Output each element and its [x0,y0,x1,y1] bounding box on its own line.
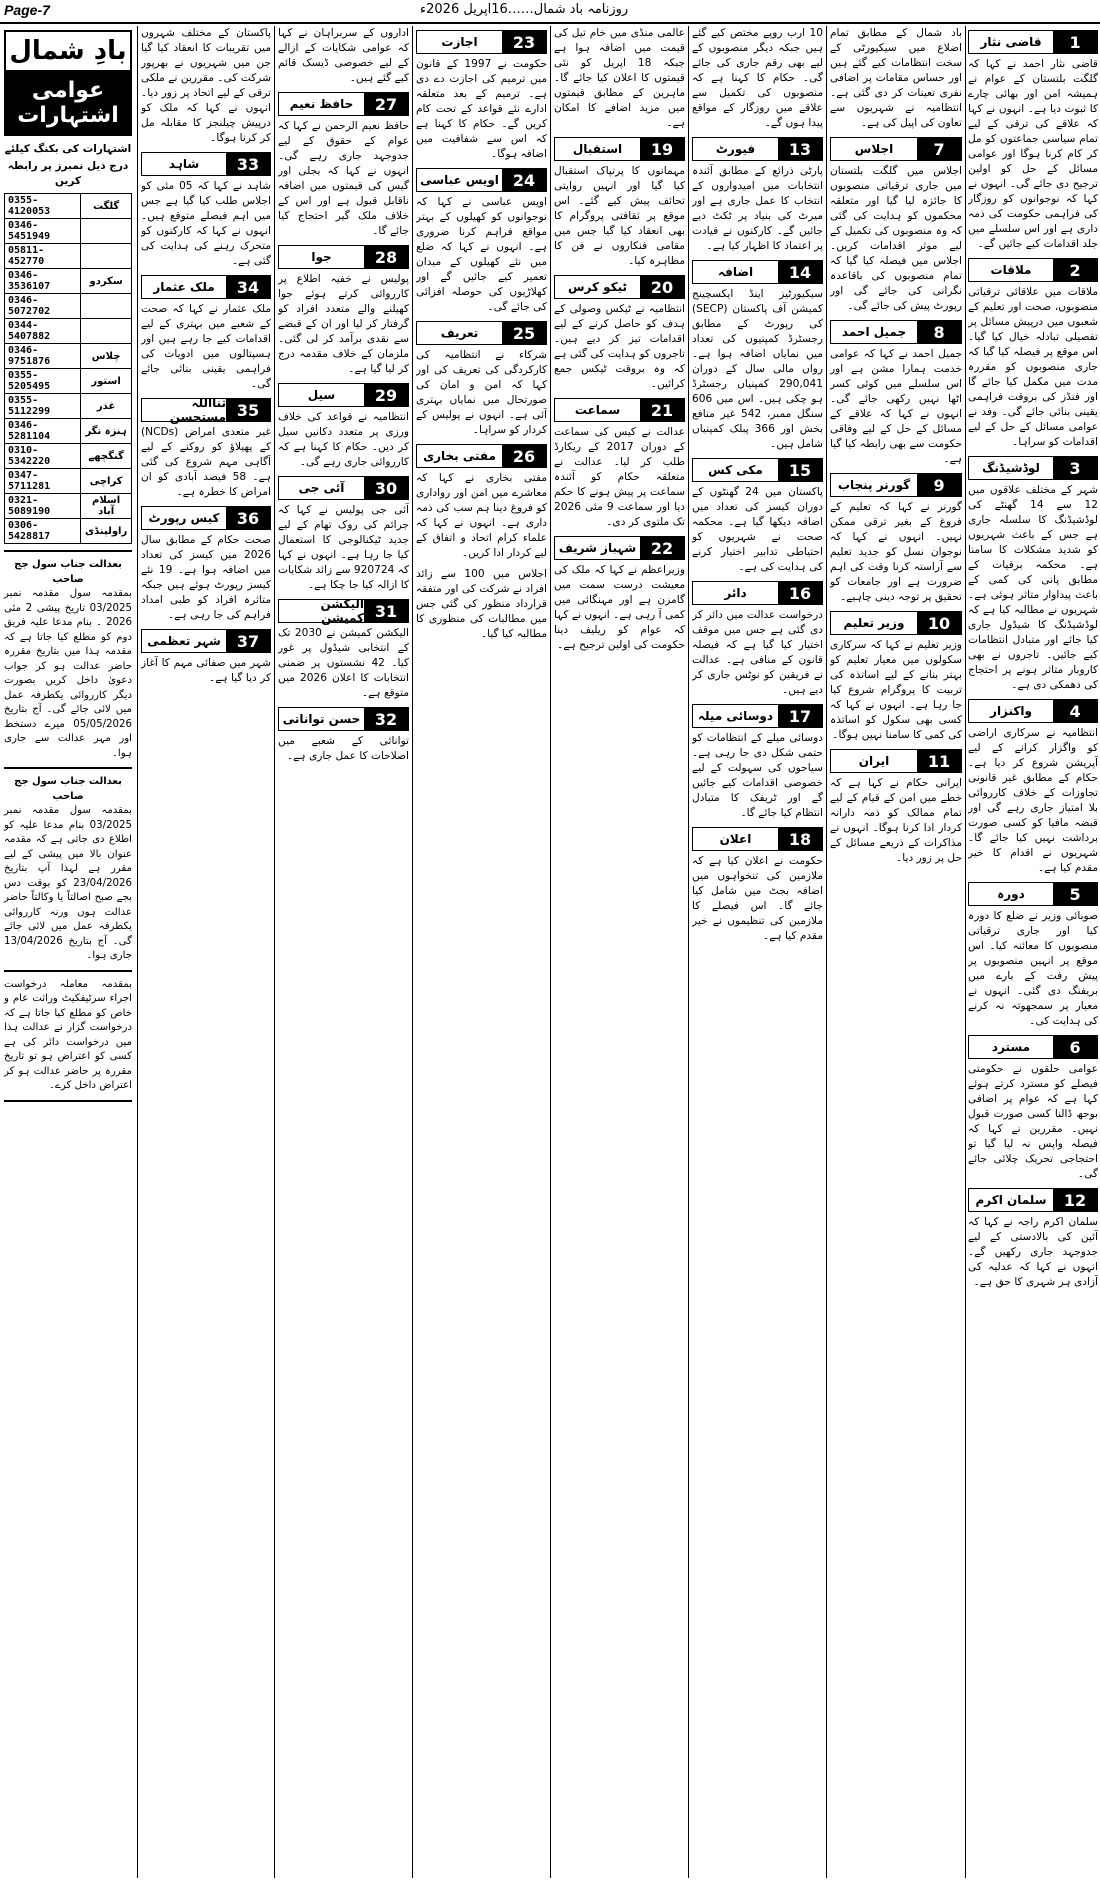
news-story [968,456,1098,693]
story-title: ٹیکو کرس [555,276,640,298]
story-body: شاہد نے کہا کہ 05 مئی کو اجلاس طلب کیا گیا ہے جس میں اہم فیصلے متوقع ہیں۔ انہوں نے کہا کہ کارکنوں کو متحرک رہنے کی ہدایت کی گئی ہے۔ [141,180,271,267]
continuation-tag [141,629,271,653]
story-number: 11 [917,750,961,772]
story-body: وزیر تعلیم نے کہا کہ سرکاری سکولوں میں معیار تعلیم کو بہتر بنانے کے لیے اساتذہ کی تربیت کا پروگرام شروع کیا جا رہا ہے۔ انہوں نے کہا کہ کسی بھی سکول کو اساتذہ کی کمی کا سامنا نہیں ہوگا۔ [830,639,962,741]
continuation-tag [554,137,685,161]
news-story [692,137,823,254]
phone-number: 0321-5089190 [5,494,81,519]
continuation-tag [692,704,823,728]
story-body: گورنر نے کہا کہ تعلیم کے فروغ کے بغیر ترقی ممکن نہیں۔ انہوں نے کہا کہ نوجوان نسل کو جدید تعلیم سے آراستہ کرنا وقت کی اہم ضرورت ہے اور جامعات کو تحقیق پر توجہ دینی چاہیے۔ [830,501,962,603]
phone-row [5,394,132,419]
story-number: 5 [1053,883,1097,905]
story-body: حکومت نے اعلان کیا ہے کہ ملازمین کی تنخواہوں میں اضافہ بجٹ میں شامل کیا جائے گا۔ اس فیصلے کا ملازمین کی تنظیموں نے خیر مقدم کیا ہے۔ [692,855,823,942]
news-story [968,30,1098,252]
phone-table [4,193,132,544]
story-number: 21 [640,399,684,421]
phone-row [5,494,132,519]
divider [4,767,132,769]
story-number: 6 [1053,1036,1097,1058]
story-body: انتظامیہ نے ٹیکس وصولی کے ہدف کو حاصل کرنے کے لیے اقدامات تیز کر دیے ہیں۔ تاجروں کو ہدایت کی گئی ہے کہ وہ بروقت ٹیکس جمع کرائیں۔ [554,303,685,390]
phone-row [5,519,132,544]
story-body: آئی جی پولیس نے کہا کہ جرائم کی روک تھام کے لیے جدید ٹیکنالوجی کا استعمال کیا جا رہا ہے۔ انہوں نے کہا کہ 920724 سے زائد شکایات کا ازالہ کیا جا چکا ہے۔ [278,504,409,591]
story-body: الیکشن کمیشن نے 2030 تک کے انتخابی شیڈول پر غور کیا۔ 42 نشستوں پر ضمنی انتخابات کا اعلان 2026 میں متوقع ہے۔ [278,627,409,699]
phone-city: غذر [81,394,132,419]
classifieds-brand [4,30,132,136]
news-story [278,707,409,764]
story-title: حسن تواناتی [279,708,364,730]
story-title: اضافہ [693,261,778,283]
story-body: شہر میں صفائی مہم کا آغاز کر دیا گیا ہے۔ [141,657,271,684]
story-number: 15 [778,459,822,481]
news-story [278,26,409,86]
story-body: دوسائی میلے کے انتظامات کو حتمی شکل دی جا رہی ہے۔ سیاحوں کی سہولت کے لیے خصوصی اقدامات کیے جائیں گے اور ٹریفک کا متبادل انتظام کیا جائے گا۔ [692,732,823,819]
continuation-tag [416,168,547,192]
booking-line-2: درج ذیل نمبرز پر رابطہ کریں [7,160,129,187]
phone-number: 05811-452770 [5,244,81,269]
news-story [278,383,409,470]
story-number: 36 [226,507,270,529]
phone-row [5,469,132,494]
continuation-tag [278,245,409,269]
story-body: توانائی کے شعبے میں اصلاحات کا عمل جاری ہے۔ [278,735,409,762]
continuation-tag [692,827,823,851]
phone-city [81,219,132,244]
story-title: قاضی نثار [969,31,1053,53]
story-body: پاکستان کے مختلف شہروں میں تقریبات کا انعقاد کیا گیا جن میں شہریوں نے بھرپور شرکت کی۔ مقررین نے ملکی ترقی کے لیے اتحاد پر زور دیا۔ انہوں نے کہا کہ ملک کو درپیش چیلنجز کا مقابلہ مل کر کرنا ہوگا۔ [141,27,271,144]
story-title: جوا [279,246,364,268]
phone-city: سکردو [81,269,132,294]
news-story [968,258,1098,450]
phone-number: 0355-5205495 [5,369,81,394]
column-2 [830,26,962,1878]
news-story [554,398,685,530]
story-title: دوسائی میلہ [693,705,778,727]
phone-row [5,319,132,344]
story-body: شہر کے مختلف علاقوں میں 12 سے 14 گھنٹے کی لوڈشیڈنگ کا سلسلہ جاری ہے جس کے باعث شہریوں کو شدید مشکلات کا سامنا ہے۔ محکمہ برقیات کے مطابق پانی کی کمی کے باعث پیداوار متاثر ہوئی ہے۔ شہریوں نے مطالبہ کیا ہے کہ لوڈشیڈنگ کا شیڈول جاری کیا جائے اور متبادل انتظامات کیے جائیں۔ تاجروں نے بھی کاروبار متاثر ہونے پر احتجاج کی دھمکی دی ہے۔ [968,484,1098,691]
legal-notice [4,558,132,761]
story-title: واکنزار [969,700,1053,722]
brand-title: بادِ شمال [6,32,130,72]
news-story [968,882,1098,1029]
story-body: عوامی حلقوں نے حکومتی فیصلے کو مسترد کرتے ہوئے کہا ہے کہ عوام پر اضافی بوجھ ڈالنا کسی صورت قبول نہیں۔ مقررین نے کہا کہ فیصلہ واپس نہ لیا گیا تو احتجاجی تحریک چلائی جائے گی۔ [968,1063,1098,1180]
continuation-tag [554,275,685,299]
phone-row [5,269,132,294]
page-number: Page-7 [4,2,50,18]
phone-row [5,219,132,244]
news-story [416,567,547,642]
phone-city: کراچی [81,469,132,494]
news-story [141,275,271,392]
story-title: مفتی بخاری [417,445,502,467]
dateline: روزنامہ باد شمال……16اپریل 2026ء [420,2,629,17]
story-number: 13 [778,138,822,160]
story-title: شاہد [142,153,226,175]
divider [4,1100,132,1102]
story-title: اویس عباسی [417,169,502,191]
story-title: ملاقات [969,259,1053,281]
phone-city [81,294,132,319]
phone-number: 0344-5407882 [5,319,81,344]
story-number: 31 [364,600,408,622]
phone-city: چلاس [81,344,132,369]
story-title: کیس رپورٹ [142,507,226,529]
continuation-tag [968,1188,1098,1212]
news-story [416,30,547,162]
column-7 [141,26,271,1878]
continuation-tag [830,611,962,635]
phone-number: 0306-5428817 [5,519,81,544]
story-body: حکومت نے 1997 کے قانون میں ترمیم کی اجازت دے دی ہے۔ ترمیم کے بعد متعلقہ ادارے نئے قواعد کے تحت کام کریں گے۔ حکام کا کہنا ہے کہ اس سے شفافیت میں اضافہ ہوگا۔ [416,58,547,160]
continuation-tag [692,260,823,284]
story-number: 29 [364,384,408,406]
story-number: 12 [1053,1189,1097,1211]
news-story [692,827,823,944]
story-body: اویس عباسی نے کہا کہ نوجوانوں کو کھیلوں کے بہتر مواقع فراہم کرنا ضروری ہے۔ انہوں نے کہا کہ ضلع میں نئے کھیلوں کے میدان تعمیر کیے جائیں گے اور کھلاڑیوں کی حوصلہ افزائی کی جائے گی۔ [416,196,547,313]
phone-city: گنگچھے [81,444,132,469]
story-body: جمیل احمد نے کہا کہ عوامی خدمت ہمارا مشن ہے اور اس سلسلے میں کوئی کسر اٹھا نہیں رکھی جائے گی۔ انہوں نے کہا کہ علاقے کے مسائل کے حل کے لیے وفاقی حکومت سے بھی رابطہ کیا گیا ہے۔ [830,348,962,465]
phone-city: اسلام آباد [81,494,132,519]
continuation-tag [968,456,1098,480]
continuation-tag [554,536,685,560]
news-story [278,92,409,239]
story-body: درخواست عدالت میں دائر کر دی گئی ہے جس میں موقف اختیار کیا گیا ہے کہ فیصلہ قانون کے منافی ہے۔ عدالت نے فریقین کو نوٹس جاری کر دیے ہیں۔ [692,609,823,696]
story-title: استقبال [555,138,640,160]
news-story [692,260,823,452]
notice-text: بمقدمہ سول مقدمہ نمبر 03/2025 بنام مدعا علیہ کو اطلاع دی جاتی ہے کہ مقدمہ عنوان بالا میں پیشی کے لیے مقرر ہے لہذا آپ بتاریخ 23/04/2026 کو بوقت دس بجے صبح اصالتاً یا وکالتاً حاضر عدالت ہوں ورنہ کارروائی یکطرفہ عمل میں لائی جائے گی۔ آج بتاریخ 13/04/2026 جاری ہوا۔ [4,805,132,961]
news-story [692,26,823,131]
news-story [141,506,271,623]
story-title: الیکشن کمیشن [279,600,364,622]
story-body: ملاقات میں علاقائی ترقیاتی منصوبوں، صحت اور تعلیم کے شعبوں میں درپیش مسائل پر تفصیلی تبادلہ خیال کیا گیا۔ اس موقع پر فیصلہ کیا گیا کہ جاری منصوبوں کو مقررہ مدت میں مکمل کیا جائے گا اور فنڈز کی بروقت فراہمی یقینی بنائی جائے گی۔ وفد نے عوامی مسائل کے حل کے لیے اقدامات کو سراہا۔ [968,286,1098,448]
phone-number: 0310-5342220 [5,444,81,469]
news-story [830,320,962,467]
story-title: دائر [693,582,778,604]
phone-row [5,444,132,469]
story-body: مہمانوں کا پرتپاک استقبال کیا گیا اور انہیں روایتی تحائف پیش کیے گئے۔ اس موقع پر ثقافتی پروگرام کا بھی انعقاد کیا گیا جس میں مقامی فنکاروں نے فن کا مظاہرہ کیا۔ [554,165,685,267]
story-title: ملک عثمار [142,276,226,298]
continuation-tag [692,137,823,161]
brand-subtitle: عوامی اشتہارات [6,72,130,134]
continuation-tag [416,30,547,54]
story-body: اجلاس میں 100 سے زائد افراد نے شرکت کی اور متفقہ قرارداد منظور کی گئی جس میں مطالبات کی منظوری کا مطالبہ کیا گیا۔ [416,568,547,640]
column-4 [554,26,685,1878]
continuation-tag [692,458,823,482]
phone-number: 0347-5711281 [5,469,81,494]
phone-row [5,419,132,444]
notice-heading: بعدالت جناب سول جج صاحب [14,776,122,802]
story-body: عدالت نے کیس کی سماعت کے دوران 2017 کے ریکارڈ طلب کر لیا۔ عدالت نے متعلقہ حکام کو آئندہ سماعت پر پیش ہونے کا حکم دیا اور سماعت 9 مئی 2026 تک ملتوی کر دی۔ [554,426,685,528]
continuation-tag [968,30,1098,54]
story-title: وزیر تعلیم [831,612,917,634]
continuation-tag [830,473,962,497]
story-number: 14 [778,261,822,283]
news-story [416,168,547,315]
phone-number: 0346-3536107 [5,269,81,294]
story-title: ایران [831,750,917,772]
news-story [830,611,962,743]
story-number: 28 [364,246,408,268]
story-title: اجازت [417,31,502,53]
story-body: سلمان اکرم راجہ نے کہا کہ آئین کی بالادستی کے لیے جدوجہد جاری رکھیں گے۔ انہوں نے کہا کہ عدلیہ کی آزادی ہر شہری کا حق ہے۔ [968,1216,1098,1288]
news-story [554,275,685,392]
story-title: مکی کس [693,459,778,481]
phone-row [5,244,132,269]
story-title: شہباز شریف [555,537,640,559]
notice-heading: بعدالت جناب سول جج صاحب [14,559,122,585]
story-number: 16 [778,582,822,604]
phone-number: 0346-9751876 [5,344,81,369]
story-body: انتظامیہ نے قواعد کی خلاف ورزی پر متعدد دکانیں سیل کر دیں۔ حکام کا کہنا ہے کہ کارروائی جاری رہے گی۔ [278,411,409,468]
story-body: انتظامیہ نے سرکاری اراضی کو واگزار کرانے کے لیے آپریشن شروع کر دیا ہے۔ حکام کے مطابق غیر قانونی تجاوزات کے خلاف کارروائی بلا امتیاز جاری رہے گی اور قبضہ مافیا کو کسی صورت برداشت نہیں کیا جائے گا۔ شہریوں نے اقدام کا خیر مقدم کیا ہے۔ [968,727,1098,874]
phone-row [5,369,132,394]
story-title: آئی جی [279,477,364,499]
newspaper-page [0,26,1100,1878]
story-title: لوڈشیڈنگ [969,457,1053,479]
phone-number: 0346-5072702 [5,294,81,319]
story-title: گورنر پنجاب [831,474,917,496]
continuation-tag [278,92,409,116]
story-number: 3 [1053,457,1097,479]
story-body: پارٹی ذرائع کے مطابق آئندہ انتخابات میں امیدواروں کے انتخاب کا عمل جاری ہے اور میرٹ کی بنیاد پر ٹکٹ دیے جائیں گے۔ کارکنوں نے قیادت پر اعتماد کا اظہار کیا ہے۔ [692,165,823,252]
story-body: عالمی منڈی میں خام تیل کی قیمت میں اضافہ ہوا ہے جبکہ 18 اپریل کو نئی قیمتوں کا اعلان کیا جائے گا۔ ماہرین کے مطابق قیمتوں میں مزید اضافے کا امکان ہے۔ [554,27,685,129]
story-body: وزیراعظم نے کہا کہ ملک کی معیشت درست سمت میں گامزن ہے اور مہنگائی میں کمی آ رہی ہے۔ انہوں نے کہا کہ عوام کو ریلیف دینا حکومت کی اولین ترجیح ہے۔ [554,564,685,651]
news-story [278,245,409,377]
story-number: 18 [778,828,822,850]
news-story [830,749,962,866]
legal-notice [4,978,132,1094]
story-body: صحت حکام کے مطابق سال 2026 میں کیسز کی تعداد میں اضافہ ہوا ہے۔ 19 نئے کیسز رپورٹ ہوئے ہیں جبکہ متاثرہ افراد کو طبی امداد فراہم کی جا رہی ہے۔ [141,534,271,621]
news-story [968,1035,1098,1182]
continuation-tag [416,444,547,468]
news-story [141,152,271,269]
news-story [968,699,1098,876]
story-title: حافظ نعیم [279,93,364,115]
news-story [416,444,547,561]
story-number: 9 [917,474,961,496]
phone-number: 0346-5451949 [5,219,81,244]
continuation-tag [968,1035,1098,1059]
story-number: 20 [640,276,684,298]
story-title: اجلاس [831,138,917,160]
continuation-tag [968,258,1098,282]
news-story [278,599,409,701]
phone-city [81,319,132,344]
continuation-tag [830,137,962,161]
phone-row [5,294,132,319]
phone-number: 0355-5112299 [5,394,81,419]
news-story [416,321,547,438]
story-number: 30 [364,477,408,499]
phone-number: 0355-4120053 [5,194,81,219]
news-story [830,26,962,131]
continuation-tag [416,321,547,345]
story-body: پاکستان میں 24 گھنٹوں کے دوران کیسز کی تعداد میں اضافہ دیکھا گیا ہے۔ محکمہ صحت نے شہریوں کو احتیاطی تدابیر اختیار کرنے کی ہدایت کی ہے۔ [692,486,823,573]
story-number: 37 [226,630,270,652]
news-story [141,26,271,146]
story-title: سماعت [555,399,640,421]
story-number: 8 [917,321,961,343]
news-story [278,476,409,593]
story-number: 27 [364,93,408,115]
notice-text: بمقدمہ سول مقدمہ نمبر 03/2025 تاریخ پیشی 2 مئی 2026 ۔ بنام مدعا علیہ فریق دوم کو مطلع کیا جاتا ہے کہ مقدمہ ہذا میں بتاریخ مقررہ حاضر عدالت ہو کر جواب دعویٰ داخل کریں بصورت دیگر کارروائی یکطرفہ عمل میں لائی جائے گی۔ آج بتاریخ 05/05/2026 میرے دستخط اور مہر عدالت سے جاری ہوا۔ [4,588,132,759]
story-number: 34 [226,276,270,298]
story-title: ثنااللہ مستحسن [142,399,226,421]
news-story [692,581,823,698]
continuation-tag [968,699,1098,723]
story-number: 35 [226,399,270,421]
legal-notice [4,775,132,964]
story-number: 4 [1053,700,1097,722]
story-number: 33 [226,153,270,175]
phone-row [5,344,132,369]
phone-city: ہنزہ نگر [81,419,132,444]
story-number: 7 [917,138,961,160]
continuation-tag [278,599,409,623]
story-number: 17 [778,705,822,727]
story-number: 19 [640,138,684,160]
notice-text: بمقدمہ معاملہ درخواست اجراء سرٹیفکیٹ وراثت عام و خاص کو مطلع کیا جاتا ہے کہ درخواست گزار نے عدالت ہذا میں درخواست دائر کی ہے کسی کو اعتراض ہو تو تاریخ مقررہ پر حاضر عدالت ہو کر اعتراض داخل کرے۔ [4,978,132,1091]
story-title: تعریف [417,322,502,344]
divider [4,550,132,552]
news-story [554,137,685,269]
classifieds-column [0,26,136,1878]
continuation-tag [278,476,409,500]
story-body: سیکیورٹیز اینڈ ایکسچینج کمیشن آف پاکستان (SECP) کی رپورٹ کے مطابق رجسٹرڈ کمپنیوں کی تعداد میں نمایاں اضافہ ہوا ہے۔ رواں مالی سال کے دوران 290,041 کمپنیاں رجسٹرڈ ہو چکی ہیں۔ اس میں 606 سنگل ممبر، 542 غیر منافع بخش اور 366 پبلک کمپنیاں شامل ہیں۔ [692,288,823,450]
continuation-tag [830,320,962,344]
news-story [968,1188,1098,1290]
page-header [0,0,1100,22]
story-number: 32 [364,708,408,730]
news-story [830,137,962,314]
header-rule [0,22,1100,24]
story-title: اعلان [693,828,778,850]
continuation-tag [554,398,685,422]
news-story [141,629,271,686]
story-title: سلمان اکرم [969,1189,1053,1211]
phone-city: راولپنڈی [81,519,132,544]
story-body: شرکاء نے انتظامیہ کی کارکردگی کی تعریف کی اور کہا کہ امن و امان کی صورتحال میں نمایاں بہتری آئی ہے۔ انہوں نے پولیس کے کردار کو سراہا۔ [416,349,547,436]
column-5 [416,26,547,1878]
story-body: مفتی بخاری نے کہا کہ معاشرے میں امن اور رواداری کو فروغ دینا ہم سب کی ذمہ داری ہے۔ انہوں نے کہا کہ علماء کرام اتحاد و اتفاق کے لیے کردار ادا کریں۔ [416,472,547,559]
story-body: پولیس نے خفیہ اطلاع پر کارروائی کرتے ہوئے جوا کھیلنے والے متعدد افراد کو گرفتار کر لیا اور ان کے قبضے سے نقدی برآمد کر لی گئی۔ ملزمان کے خلاف مقدمہ درج کر لیا گیا ہے۔ [278,273,409,375]
column-3 [692,26,823,1878]
story-title: جمیل احمد [831,321,917,343]
continuation-tag [141,398,271,422]
story-body: قاضی نثار احمد نے کہا کہ گلگت بلتستان کے عوام نے ہمیشہ امن اور بھائی چارے کا ثبوت دیا ہے۔ انہوں نے کہا کہ علاقے کی ترقی کے لیے تمام سیاسی جماعتوں کو مل کر کام کرنا ہوگا اور عوامی مسائل کے حل کو اولین ترجیح دی جائے گی۔ انہوں نے کہا کہ نوجوانوں کو روزگار کی فراہمی حکومت کی ذمہ داری ہے اور اس سلسلے میں جلد اقدامات کیے جائیں گے۔ [968,58,1098,250]
continuation-tag [278,707,409,731]
story-body: باد شمال کے مطابق تمام اضلاع میں سیکیورٹی کے سخت انتظامات کیے گئے ہیں اور حساس مقامات پر اضافی نفری تعینات کر دی گئی ہے۔ انتظامیہ نے شہریوں سے تعاون کی اپیل کی ہے۔ [830,27,962,129]
story-body: غیر متعدی امراض (NCDs) کے پھیلاؤ کو روکنے کے لیے آگاہی مہم شروع کی گئی ہے۔ 58 فیصد آبادی کو ان امراض کا خطرہ ہے۔ [141,426,271,498]
continuation-tag [830,749,962,773]
story-title: مسترد [969,1036,1053,1058]
story-body: صوبائی وزیر نے ضلع کا دورہ کیا اور جاری ترقیاتی منصوبوں کا معائنہ کیا۔ اس موقع پر انہیں منصوبوں پر پیش رفت کے بارے میں بریفنگ دی گئی۔ انہوں نے معیار پر سمجھوتہ نہ کرنے کی ہدایت کی۔ [968,910,1098,1027]
story-body: ملک عثمار نے کہا کہ صحت کے شعبے میں بہتری کے لیے اقدامات کیے جا رہے ہیں اور ہسپتالوں میں ادویات کی فراہمی یقینی بنائی جائے گی۔ [141,303,271,390]
phone-city [81,244,132,269]
story-number: 26 [502,445,546,467]
continuation-tag [692,581,823,605]
story-number: 24 [502,169,546,191]
news-story [692,458,823,575]
story-title: شہر تعظمی [142,630,226,652]
story-number: 23 [502,31,546,53]
column-6 [278,26,409,1878]
continuation-tag [141,152,271,176]
phone-number: 0346-5281104 [5,419,81,444]
news-story [141,398,271,500]
story-body: ایرانی حکام نے کہا ہے کہ خطے میں امن کے قیام کے لیے تمام ممالک کو ذمہ دارانہ کردار ادا کرنا ہوگا۔ انہوں نے مذاکرات کے ذریعے مسائل کے حل پر زور دیا۔ [830,777,962,864]
phone-city: گلگت [81,194,132,219]
story-body: اداروں کے سربراہان نے کہا کہ عوامی شکایات کے ازالے کے لیے خصوصی ڈیسک قائم کیے گئے ہیں۔ [278,27,409,84]
story-title: دورہ [969,883,1053,905]
story-number: 22 [640,537,684,559]
story-number: 1 [1053,31,1097,53]
news-story [830,473,962,605]
continuation-tag [141,275,271,299]
story-body: 10 ارب روپے مختص کیے گئے ہیں جبکہ دیگر منصوبوں کے لیے بھی رقم جاری کی جائے گی۔ حکام کا کہنا ہے کہ منصوبوں کی تکمیل سے علاقے میں روزگار کے مواقع پیدا ہوں گے۔ [692,27,823,129]
story-number: 10 [917,612,961,634]
booking-line-1: اشتہارات کی بکنگ کیلئے [4,143,132,155]
story-number: 25 [502,322,546,344]
continuation-tag [141,506,271,530]
story-title: فیورٹ [693,138,778,160]
continuation-tag [278,383,409,407]
story-number: 2 [1053,259,1097,281]
news-story [692,704,823,821]
news-story [554,536,685,653]
divider [4,970,132,972]
story-body: اجلاس میں گلگت بلتستان میں جاری ترقیاتی منصوبوں کا جائزہ لیا گیا اور متعلقہ محکموں کو ہدایت کی گئی کہ وہ منصوبوں کی تکمیل کے لیے موثر اقدامات کریں۔ اجلاس میں فیصلہ کیا گیا کہ تمام منصوبوں کی باقاعدہ نگرانی کی جائے گی اور رپورٹ پیش کی جائے گی۔ [830,165,962,312]
continuation-tag [968,882,1098,906]
phone-city: استور [81,369,132,394]
news-story [554,26,685,131]
phone-row [5,194,132,219]
column-1 [968,26,1098,1878]
story-title: سیل [279,384,364,406]
story-body: حافظ نعیم الرحمن نے کہا کہ عوام کے حقوق کے لیے جدوجہد جاری رہے گی۔ انہوں نے کہا کہ بجلی اور گیس کی قیمتوں میں اضافہ ناقابل قبول ہے اور اس کے خلاف ملک گیر احتجاج کیا جائے گا۔ [278,120,409,237]
